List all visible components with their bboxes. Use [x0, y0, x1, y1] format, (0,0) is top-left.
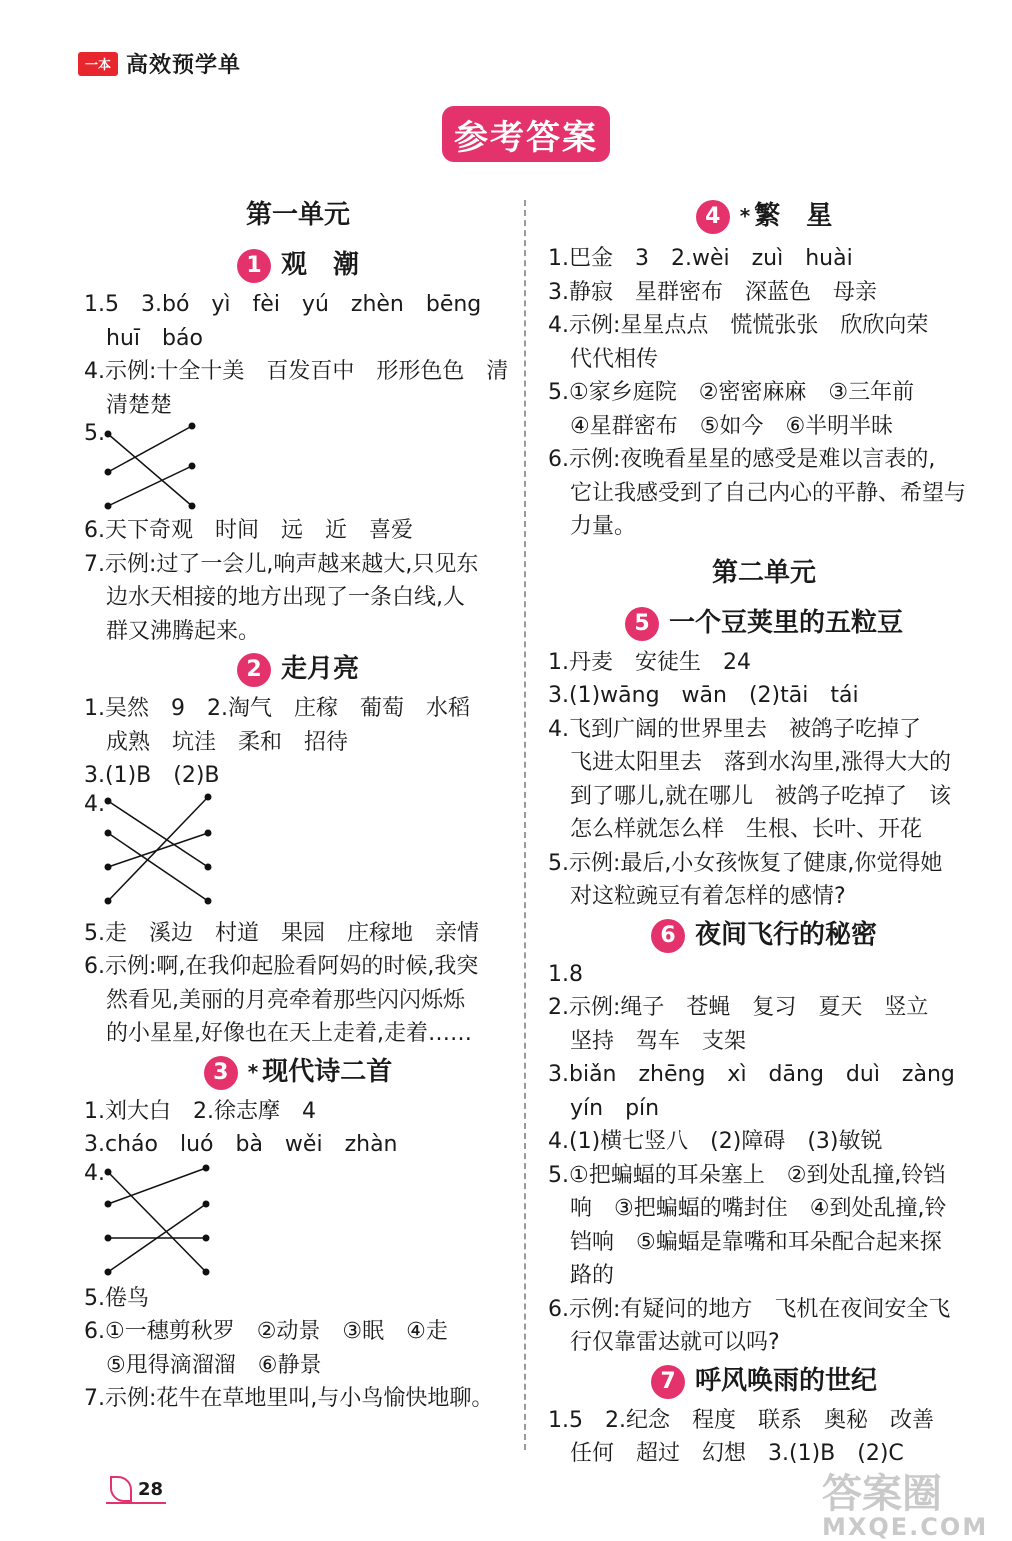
lesson-number-badge: 3	[204, 1056, 238, 1090]
answer-line: 1.丹麦 安徒生 24	[548, 649, 751, 675]
answer-line: 清楚楚	[106, 392, 173, 418]
matching-diagram-3	[84, 1162, 512, 1282]
answer-line: 6.天下奇观 时间 远 近 喜爱	[84, 518, 413, 543]
answer-line: 成熟 坑洼 柔和 招待	[106, 729, 349, 755]
column-divider	[524, 200, 526, 1450]
answer-line: 坚持 驾车 支架	[570, 1028, 747, 1054]
answer-line: 群又沸腾起来。	[106, 618, 261, 644]
answer-line: 3.biǎn zhēng xì dāng duì zàng	[548, 1062, 955, 1087]
brand-header	[78, 48, 241, 79]
matching-diagram-1	[84, 422, 512, 514]
answer-line: 1.吴然 9 2.淘气 庄稼 葡萄 水稻	[84, 696, 470, 721]
matching-lines-svg	[102, 422, 212, 512]
lesson-4-heading	[548, 192, 980, 242]
answer-line: 飞进太阳里去 落到水沟里,涨得大大的	[570, 750, 951, 775]
answer-line: 7.示例:过了一会儿,响声越来越大,只见东	[84, 551, 479, 577]
lesson-number-badge: 2	[237, 653, 271, 687]
brand-logo: 一本	[78, 52, 118, 76]
match-line	[108, 426, 192, 472]
answer-line: 对这粒豌豆有着怎样的感情?	[570, 884, 846, 909]
unit-title-2: 第二单元	[711, 557, 816, 588]
lesson-7-heading	[548, 1360, 980, 1404]
answer-line: ④星群密布 ⑤如今 ⑥半明半昧	[570, 413, 894, 439]
lesson-number-badge: 4	[696, 200, 730, 234]
lesson-3-heading	[84, 1051, 512, 1095]
answer-line: 铛响 ⑤蝙蝠是靠嘴和耳朵配合起来探	[570, 1229, 942, 1255]
question-number: 4.	[84, 1160, 105, 1186]
answer-line: 6.示例:有疑问的地方 飞机在夜间安全飞	[548, 1296, 951, 1322]
answer-line: 2.示例:绳子 苍蝇 复习 夏天 竖立	[548, 995, 929, 1020]
match-line	[108, 1172, 206, 1272]
lesson-6-heading	[548, 914, 980, 958]
answer-line: huī báo	[106, 325, 203, 351]
question-number: 5.	[84, 421, 105, 446]
matching-diagram-2	[84, 793, 512, 917]
lesson-title: 走月亮	[280, 654, 359, 685]
question-number: 4.	[84, 791, 105, 817]
answer-line: 5.①把蝙蝠的耳朵塞上 ②到处乱撞,铃铛	[548, 1162, 946, 1188]
answer-line: 的小星星,好像也在天上走着,走着……	[106, 1021, 472, 1046]
answer-line: 5.倦鸟	[84, 1285, 149, 1311]
left-column	[84, 192, 512, 1416]
lesson-title: 现代诗二首	[262, 1056, 393, 1087]
answer-line: 6.①一穗剪秋罗 ②动景 ③眠 ④走	[84, 1319, 448, 1344]
matching-lines-svg	[102, 1162, 222, 1278]
banner-title: 参考答案	[454, 117, 598, 158]
watermark-en: MXQE.COM	[822, 1513, 989, 1541]
answer-line: 路的	[570, 1263, 615, 1288]
answer-line: 它让我感受到了自己内心的平静、希望与	[570, 480, 967, 506]
answer-line: 5.①家乡庭院 ②密密麻麻 ③三年前	[548, 380, 915, 405]
lesson-1-heading	[84, 244, 512, 288]
answer-line: 4.(1)横七竖八 (2)障碍 (3)敏锐	[548, 1129, 883, 1154]
leaf-icon	[110, 1476, 132, 1502]
optional-star: *	[247, 1059, 259, 1084]
answer-line: 4.示例:星星点点 慌慌张张 欣欣向荣	[548, 313, 929, 338]
answer-line: 3.(1)B (2)B	[84, 763, 220, 788]
page-number	[110, 1476, 163, 1502]
lesson-number-badge: 5	[625, 607, 659, 641]
match-line	[108, 797, 208, 901]
unit-title-1: 第一单元	[245, 200, 350, 230]
lesson-5-heading	[548, 602, 980, 646]
answer-line: yín pín	[570, 1095, 660, 1121]
matching-lines-svg	[102, 793, 222, 913]
answer-banner	[442, 106, 610, 162]
footer-rule	[106, 1502, 166, 1504]
answer-line: ⑤甩得滴溜溜 ⑥静景	[106, 1352, 322, 1378]
answer-line: 3.静寂 星群密布 深蓝色 母亲	[548, 279, 877, 305]
answer-line: 响 ③把蝙蝠的嘴封住 ④到处乱撞,铃	[570, 1196, 947, 1221]
answer-line: 力量。	[570, 514, 637, 539]
answer-line: 1.巴金 3 2.wèi zuì huài	[548, 246, 853, 271]
lesson-number-badge: 7	[651, 1365, 685, 1399]
answer-line: 1.8	[548, 961, 583, 987]
answer-line: 6.示例:夜晚看星星的感受是难以言表的,	[548, 447, 936, 472]
right-column	[548, 192, 980, 1471]
answer-line: 行仅靠雷达就可以吗?	[570, 1330, 780, 1355]
brand-name: 高效预学单	[126, 53, 242, 78]
answer-line: 3.cháo luó bà wěi zhàn	[84, 1132, 398, 1157]
answer-line: 1.5 2.纪念 程度 联系 奥秘 改善	[548, 1407, 934, 1433]
answer-line: 然看见,美丽的月亮牵着那些闪闪烁烁	[106, 987, 465, 1013]
answer-line: 代代相传	[570, 346, 659, 372]
watermark	[822, 1462, 988, 1541]
answer-line: 任何 超过 幻想 3.(1)B (2)C	[570, 1441, 904, 1466]
answer-line: 5.走 溪边 村道 果园 庄稼地 亲情	[84, 920, 479, 946]
answer-line: 4.示例:十全十美 百发百中 形形色色 清	[84, 359, 509, 384]
page-number-text: 28	[138, 1478, 164, 1500]
answer-line: 1.5 3.bó yì fèi yú zhèn bēng	[84, 292, 482, 317]
match-line	[108, 466, 192, 506]
answer-line: 6.示例:啊,在我仰起脸看阿妈的时候,我突	[84, 954, 479, 979]
lesson-title: 呼风唤雨的世纪	[694, 1365, 877, 1396]
lesson-title: 观 潮	[280, 250, 359, 281]
lesson-title: 夜间飞行的秘密	[694, 919, 877, 950]
lesson-number-badge: 1	[237, 249, 271, 283]
answer-line: 7.示例:花牛在草地里叫,与小鸟愉快地聊。	[84, 1386, 494, 1411]
match-line	[108, 801, 208, 867]
answer-line: 5.示例:最后,小女孩恢复了健康,你觉得她	[548, 850, 943, 876]
answer-line: 4.飞到广阔的世界里去 被鸽子吃掉了	[548, 716, 921, 742]
lesson-number-badge: 6	[651, 919, 685, 953]
answer-line: 怎么样就怎么样 生根、长叶、开花	[570, 817, 923, 842]
optional-star: *	[739, 204, 751, 229]
lesson-2-heading	[84, 648, 512, 692]
match-line	[108, 434, 192, 506]
match-line	[108, 833, 208, 901]
lesson-title: 繁 星	[754, 201, 833, 232]
watermark-cn: 答案圈	[822, 1471, 942, 1517]
answer-line: 边水天相接的地方出现了一条白线,人	[106, 585, 465, 610]
answer-line: 1.刘大白 2.徐志摩 4	[84, 1098, 316, 1124]
answer-line: 3.(1)wāng wān (2)tāi tái	[548, 683, 859, 708]
lesson-title: 一个豆荚里的五粒豆	[668, 607, 903, 638]
answer-line: 到了哪儿,就在哪儿 被鸽子吃掉了 该	[570, 783, 951, 809]
